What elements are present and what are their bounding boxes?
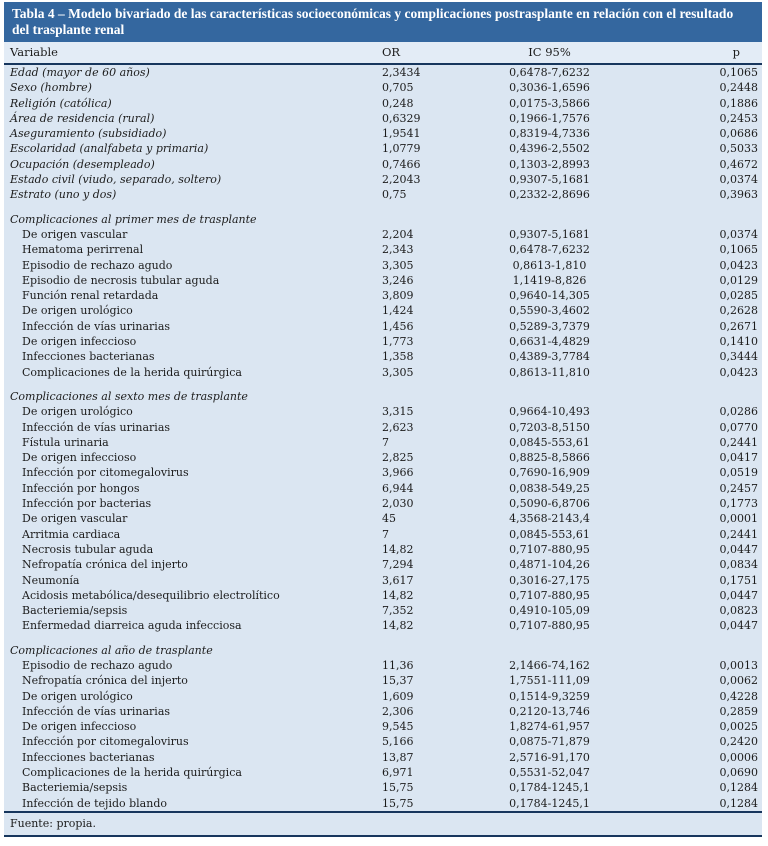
- p-value-cell: 0,1410: [719, 335, 758, 349]
- variable-cell: Función renal retardada: [22, 289, 159, 303]
- or-cell: 5,166: [382, 735, 414, 749]
- table-row: [4, 365, 762, 380]
- ic95-cell: 0,6478-7,6232: [509, 66, 590, 79]
- p-value-cell: 0,2628: [719, 304, 758, 318]
- spacer-cell: [4, 380, 762, 389]
- ic95-cell: 0,0175-3,5866: [509, 96, 590, 110]
- table-row: [4, 126, 762, 141]
- table-row: [4, 573, 762, 588]
- or-cell: 3,966: [382, 466, 414, 480]
- or-cell: 2,204: [382, 227, 414, 241]
- variable-cell: Complicaciones de la herida quirúrgica: [22, 365, 242, 379]
- or-cell: 15,75: [382, 796, 414, 810]
- or-cell: 3,246: [382, 273, 414, 287]
- or-cell: 11,36: [382, 658, 414, 672]
- ic95-cell: 1,1419-8,826: [512, 273, 587, 287]
- section-heading-row: [4, 212, 762, 227]
- p-value-cell: 0,1751: [719, 573, 758, 587]
- table-row: [4, 796, 762, 811]
- table-row: [4, 603, 762, 618]
- variable-cell: Arritmia cardiaca: [22, 527, 121, 541]
- p-value-cell: 0,5033: [719, 142, 758, 156]
- or-cell: 6,971: [382, 766, 414, 780]
- table-row: [4, 750, 762, 765]
- ic95-cell: 0,5531-52,047: [509, 766, 590, 780]
- variable-cell: Infección de vías urinarias: [22, 420, 171, 434]
- column-header-or: OR: [382, 42, 462, 64]
- variable-cell: De origen infeccioso: [22, 451, 137, 465]
- ic95-cell: 0,1303-2,8993: [509, 157, 590, 171]
- ic95-cell: 0,9640-14,305: [509, 289, 590, 303]
- or-cell: 3,809: [382, 289, 414, 303]
- variable-cell: Episodio de rechazo agudo: [22, 658, 173, 672]
- or-cell: 9,545: [382, 720, 414, 734]
- p-value-cell: 0,3444: [719, 350, 758, 364]
- variable-cell: Neumonía: [22, 573, 80, 587]
- p-value-cell: 0,0013: [719, 658, 758, 672]
- ic95-cell: 0,7107-880,95: [509, 588, 590, 602]
- variable-cell: Infección por citomegalovirus: [22, 466, 189, 480]
- table-caption: Tabla 4 – Modelo bivariado de las características socioeconómicas y complicaciones postrasplante en relación con el resultado del trasplante renal: [4, 2, 762, 42]
- column-header-row: [4, 42, 762, 64]
- p-value-cell: 0,0447: [719, 588, 758, 602]
- or-cell: 0,6329: [382, 111, 421, 125]
- table-row: [4, 242, 762, 257]
- variable-cell: Nefropatía crónica del injerto: [22, 674, 188, 688]
- variable-cell: De origen infeccioso: [22, 335, 137, 349]
- variable-cell: Edad (mayor de 60 años): [10, 66, 150, 79]
- table-row: [4, 420, 762, 435]
- variable-cell: Complicaciones de la herida quirúrgica: [22, 766, 242, 780]
- section-spacer: [4, 203, 762, 212]
- section-heading: Complicaciones al sexto mes de trasplante: [10, 389, 248, 403]
- section-spacer: [4, 634, 762, 643]
- table-row: [4, 334, 762, 349]
- p-value-cell: 0,0417: [719, 451, 758, 465]
- ic95-cell: 0,3036-1,6596: [509, 81, 590, 95]
- or-cell: 1,0779: [382, 142, 421, 156]
- table-row: [4, 765, 762, 780]
- ic95-cell: 0,1966-1,7576: [509, 111, 590, 125]
- section-heading-row: [4, 643, 762, 658]
- variable-cell: De origen urológico: [22, 304, 133, 318]
- p-value-cell: 0,2457: [719, 481, 758, 495]
- ic95-cell: 0,8613-1,810: [512, 258, 587, 272]
- or-cell: 7,294: [382, 558, 414, 572]
- variable-cell: Fístula urinaria: [22, 435, 109, 449]
- variable-cell: Enfermedad diarreica aguda infecciosa: [22, 619, 242, 633]
- variable-cell: Bacteriemia/sepsis: [22, 604, 128, 618]
- spacer-cell: [4, 203, 762, 212]
- p-value-cell: 0,2441: [719, 435, 758, 449]
- bivariate-table: [4, 42, 762, 811]
- p-value-cell: 0,0423: [719, 365, 758, 379]
- variable-cell: Episodio de necrosis tubular aguda: [22, 273, 220, 287]
- p-value-cell: 0,4228: [719, 689, 758, 703]
- or-cell: 3,305: [382, 258, 414, 272]
- ic95-cell: 0,4910-105,09: [509, 604, 590, 618]
- variable-cell: Infección de vías urinarias: [22, 704, 171, 718]
- p-value-cell: 0,0519: [719, 466, 758, 480]
- variable-cell: Ocupación (desempleado): [10, 157, 155, 171]
- p-value-cell: 0,0834: [719, 558, 758, 572]
- p-value-cell: 0,0823: [719, 604, 758, 618]
- ic95-cell: 0,7107-880,95: [509, 619, 590, 633]
- variable-cell: De origen vascular: [22, 227, 128, 241]
- or-cell: 2,030: [382, 497, 414, 511]
- table-row: [4, 141, 762, 156]
- table-row: [4, 435, 762, 450]
- p-value-cell: 0,0447: [719, 542, 758, 556]
- table-row: [4, 465, 762, 480]
- variable-cell: Nefropatía crónica del injerto: [22, 558, 188, 572]
- p-value-cell: 0,0423: [719, 258, 758, 272]
- or-cell: 0,248: [382, 96, 414, 110]
- p-value-cell: 0,0001: [719, 512, 758, 526]
- variable-cell: Infección de vías urinarias: [22, 319, 171, 333]
- section-heading-row: [4, 389, 762, 404]
- ic95-cell: 0,2120-13,746: [509, 704, 590, 718]
- p-value-cell: 0,0374: [719, 173, 758, 187]
- ic95-cell: 2,1466-74,162: [509, 658, 590, 672]
- table-row: [4, 689, 762, 704]
- variable-cell: Acidosis metabólica/desequilibrio electrolítico: [22, 588, 280, 602]
- table-row: [4, 187, 762, 202]
- or-cell: 1,424: [382, 304, 414, 318]
- p-value-cell: 0,0286: [719, 405, 758, 419]
- p-value-cell: 0,0690: [719, 766, 758, 780]
- variable-cell: Estado civil (viudo, separado, soltero): [10, 173, 222, 187]
- or-cell: 2,825: [382, 451, 414, 465]
- table-row: [4, 511, 762, 526]
- variable-cell: Sexo (hombre): [10, 81, 92, 95]
- or-cell: 13,87: [382, 750, 414, 764]
- or-cell: 0,705: [382, 81, 414, 95]
- variable-cell: Infección de tejido blando: [22, 796, 167, 810]
- p-value-cell: 0,0025: [719, 720, 758, 734]
- or-cell: 7: [382, 527, 389, 541]
- table-row: [4, 80, 762, 95]
- p-value-cell: 0,2441: [719, 527, 758, 541]
- variable-cell: Infección por bacterias: [22, 497, 152, 511]
- ic95-cell: 0,8319-4,7336: [509, 127, 590, 141]
- ic95-cell: 0,7203-8,5150: [509, 420, 590, 434]
- table-row: [4, 227, 762, 242]
- or-cell: 2,2043: [382, 173, 421, 187]
- p-value-cell: 0,3963: [719, 188, 758, 202]
- variable-cell: Religión (católica): [10, 96, 112, 110]
- column-header-p: p: [637, 42, 762, 64]
- or-cell: 3,315: [382, 405, 414, 419]
- table-row: [4, 704, 762, 719]
- section-heading: Complicaciones al primer mes de trasplante: [10, 212, 257, 226]
- or-cell: 1,609: [382, 689, 414, 703]
- table-row: [4, 527, 762, 542]
- or-cell: 15,37: [382, 674, 414, 688]
- table-row: [4, 557, 762, 572]
- variable-cell: Estrato (uno y dos): [10, 188, 117, 202]
- ic95-cell: 0,1514-9,3259: [509, 689, 590, 703]
- ic95-cell: 0,4396-2,5502: [509, 142, 590, 156]
- ic95-cell: 4,3568-2143,4: [509, 512, 590, 526]
- table-row: [4, 111, 762, 126]
- table-row: [4, 319, 762, 334]
- p-value-cell: 0,2448: [719, 81, 758, 95]
- table-row: [4, 618, 762, 633]
- variable-cell: Bacteriemia/sepsis: [22, 781, 128, 795]
- ic95-cell: 0,6478-7,6232: [509, 243, 590, 257]
- or-cell: 1,358: [382, 350, 414, 364]
- table-row: [4, 288, 762, 303]
- table-row: [4, 96, 762, 111]
- or-cell: 2,623: [382, 420, 414, 434]
- source-note: Fuente: propia.: [4, 811, 762, 837]
- p-value-cell: 0,0447: [719, 619, 758, 633]
- ic95-cell: 0,0845-553,61: [509, 435, 590, 449]
- column-header-variable: Variable: [4, 42, 382, 64]
- p-value-cell: 0,1065: [719, 66, 758, 79]
- ic95-cell: 0,5590-3,4602: [509, 304, 590, 318]
- variable-cell: De origen vascular: [22, 512, 128, 526]
- table-row: [4, 273, 762, 288]
- p-value-cell: 0,1284: [719, 781, 758, 795]
- p-value-cell: 0,0285: [719, 289, 758, 303]
- or-cell: 14,82: [382, 542, 414, 556]
- p-value-cell: 0,2859: [719, 704, 758, 718]
- p-value-cell: 0,0129: [719, 273, 758, 287]
- or-cell: 0,75: [382, 188, 407, 202]
- table-body: [4, 64, 762, 811]
- ic95-cell: 0,4871-104,26: [509, 558, 590, 572]
- table-row: [4, 349, 762, 364]
- or-cell: 7,352: [382, 604, 414, 618]
- ic95-cell: 0,9664-10,493: [509, 405, 590, 419]
- variable-cell: Infección por hongos: [22, 481, 140, 495]
- p-value-cell: 0,2420: [719, 735, 758, 749]
- p-value-cell: 0,1065: [719, 243, 758, 257]
- or-cell: 14,82: [382, 588, 414, 602]
- table-row: [4, 450, 762, 465]
- p-value-cell: 0,0686: [719, 127, 758, 141]
- or-cell: 3,305: [382, 365, 414, 379]
- table-row: [4, 780, 762, 795]
- ic95-cell: 0,7690-16,909: [509, 466, 590, 480]
- or-cell: 45: [382, 512, 396, 526]
- table-row: [4, 734, 762, 749]
- or-cell: 2,3434: [382, 66, 421, 79]
- p-value-cell: 0,0770: [719, 420, 758, 434]
- p-value-cell: 0,4672: [719, 157, 758, 171]
- table-row: [4, 588, 762, 603]
- variable-cell: Aseguramiento (subsidiado): [10, 127, 167, 141]
- table-row: [4, 481, 762, 496]
- ic95-cell: 0,1784-1245,1: [509, 796, 590, 810]
- table-row: [4, 64, 762, 80]
- p-value-cell: 0,1284: [719, 796, 758, 810]
- ic95-cell: 0,0845-553,61: [509, 527, 590, 541]
- or-cell: 2,343: [382, 243, 414, 257]
- table-row: [4, 658, 762, 673]
- ic95-cell: 0,5090-6,8706: [509, 497, 590, 511]
- variable-cell: Episodio de rechazo agudo: [22, 258, 173, 272]
- variable-cell: De origen urológico: [22, 405, 133, 419]
- variable-cell: Infección por citomegalovirus: [22, 735, 189, 749]
- p-value-cell: 0,2671: [719, 319, 758, 333]
- or-cell: 15,75: [382, 781, 414, 795]
- or-cell: 1,773: [382, 335, 414, 349]
- table-row: [4, 673, 762, 688]
- ic95-cell: 0,0838-549,25: [509, 481, 590, 495]
- variable-cell: Escolaridad (analfabeta y primaria): [10, 142, 209, 156]
- table-row: [4, 157, 762, 172]
- p-value-cell: 0,2453: [719, 111, 758, 125]
- variable-cell: Necrosis tubular aguda: [22, 542, 154, 556]
- ic95-cell: 1,8274-61,957: [509, 720, 590, 734]
- table-row: [4, 303, 762, 318]
- p-value-cell: 0,0374: [719, 227, 758, 241]
- p-value-cell: 0,1773: [719, 497, 758, 511]
- ic95-cell: 2,5716-91,170: [509, 750, 590, 764]
- p-value-cell: 0,0006: [719, 750, 758, 764]
- ic95-cell: 0,6631-4,4829: [509, 335, 590, 349]
- ic95-cell: 0,9307-5,1681: [509, 173, 590, 187]
- ic95-cell: 0,5289-3,7379: [509, 319, 590, 333]
- table-row: [4, 258, 762, 273]
- or-cell: 7: [382, 435, 389, 449]
- or-cell: 14,82: [382, 619, 414, 633]
- variable-cell: Infecciones bacterianas: [22, 750, 155, 764]
- variable-cell: Infecciones bacterianas: [22, 350, 155, 364]
- table-row: [4, 719, 762, 734]
- ic95-cell: 0,4389-3,7784: [509, 350, 590, 364]
- ic95-cell: 1,7551-111,09: [509, 674, 590, 688]
- or-cell: 0,7466: [382, 157, 421, 171]
- variable-cell: De origen infeccioso: [22, 720, 137, 734]
- p-value-cell: 0,0062: [719, 674, 758, 688]
- ic95-cell: 0,1784-1245,1: [509, 781, 590, 795]
- table-row: [4, 496, 762, 511]
- p-value-cell: 0,1886: [719, 96, 758, 110]
- ic95-cell: 0,0875-71,879: [509, 735, 590, 749]
- or-cell: 1,456: [382, 319, 414, 333]
- ic95-cell: 0,2332-2,8696: [509, 188, 590, 202]
- ic95-cell: 0,7107-880,95: [509, 542, 590, 556]
- or-cell: 1,9541: [382, 127, 421, 141]
- or-cell: 3,617: [382, 573, 414, 587]
- variable-cell: Hematoma perirrenal: [22, 243, 144, 257]
- section-spacer: [4, 380, 762, 389]
- column-header-ic95: IC 95%: [462, 42, 637, 64]
- table-figure: [4, 2, 762, 837]
- section-heading: Complicaciones al año de trasplante: [10, 643, 213, 657]
- or-cell: 6,944: [382, 481, 414, 495]
- table-row: [4, 172, 762, 187]
- ic95-cell: 0,8825-8,5866: [509, 451, 590, 465]
- or-cell: 2,306: [382, 704, 414, 718]
- ic95-cell: 0,3016-27,175: [509, 573, 590, 587]
- ic95-cell: 0,8613-11,810: [509, 365, 590, 379]
- variable-cell: Área de residencia (rural): [10, 111, 155, 125]
- spacer-cell: [4, 634, 762, 643]
- table-row: [4, 542, 762, 557]
- variable-cell: De origen urológico: [22, 689, 133, 703]
- table-row: [4, 404, 762, 419]
- ic95-cell: 0,9307-5,1681: [509, 227, 590, 241]
